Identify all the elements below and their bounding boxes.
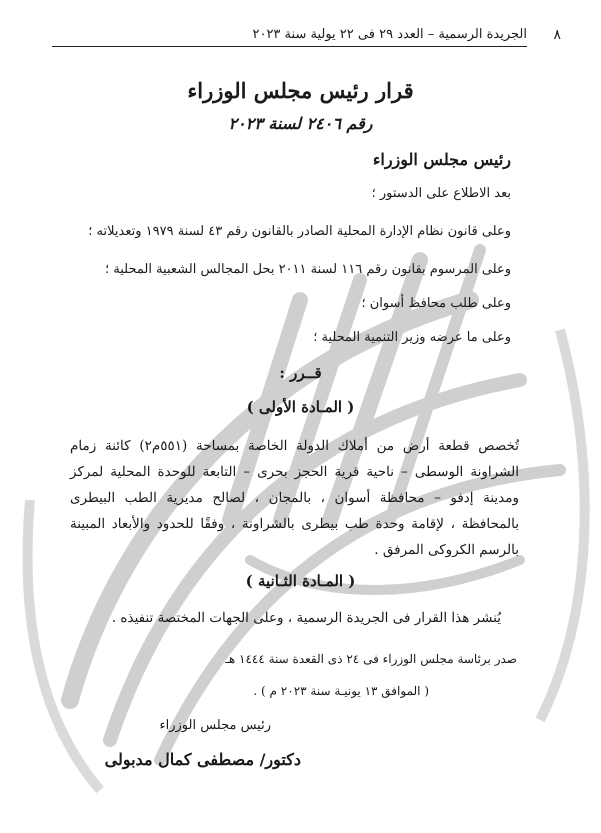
decree-number: رقم ٢٤٠٦ لسنة ٢٠٢٣ [228,114,373,133]
article-1-text: تُخصص قطعة أرض من أملاك الدولة الخاصة بمساحة (٥٥١م٢) كائنة زمام الشراونة الوسطى – ناحية قرية الحجز بحرى – التابعة للوحدة المحلية لمركز ومدينة إدفو – محافظة أسوان ، بالمجان ، لصالح مديرية الطب البيطرى بالمحافظة ، لإقامة وحدة طب بيطرى بالشراونة ، وفقًا للحدود والأبعاد المبينة بالرسم الكروكى المرفق . [70,438,519,558]
gregorian-date: ( الموافق ١٣ يونيـة سنة ٢٠٢٣ م ) . [253,684,429,698]
preamble-item: وعلى المرسوم بقانون رقم ١١٦ لسنة ٢٠١١ بحل المجالس الشعبية المحلية ؛ [105,262,511,277]
article-1-heading: ( المـادة الأولى ) [246,398,355,416]
article-2-heading: ( المـادة الثـانية ) [245,572,356,590]
decree-title: قرار رئيس مجلس الوزراء [187,78,414,103]
preamble-item: وعلى قانون نظام الإدارة المحلية الصادر بالقانون رقم ٤٣ لسنة ١٩٧٩ وتعديلاته ؛ [88,224,511,239]
page-number: ٨ [553,27,561,43]
issue-date: صدر برئاسة مجلس الوزراء فى ٢٤ ذى القعدة سنة ١٤٤٤ هـ [225,652,517,666]
preamble-item: بعد الاطلاع على الدستور ؛ [371,186,511,201]
preamble-item: وعلى طلب محافظ أسوان ؛ [361,296,511,311]
preamble-item: وعلى ما عرضه وزير التنمية المحلية ؛ [313,330,511,345]
publication-line: الجريدة الرسمية – العدد ٢٩ فى ٢٢ يولية سنة ٢٠٢٣ [252,27,527,42]
article-2-text: يُنشر هذا القرار فى الجريدة الرسمية ، وعلى الجهات المختصة تنفيذه . [111,610,501,626]
decided-heading: قــرر : [279,364,322,382]
signatory-title: رئيس مجلس الوزراء [159,718,271,733]
signatory-name: دكتور/ مصطفى كمال مدبولى [104,750,301,769]
page-header [52,26,561,47]
issuing-authority: رئيس مجلس الوزراء [372,150,511,169]
